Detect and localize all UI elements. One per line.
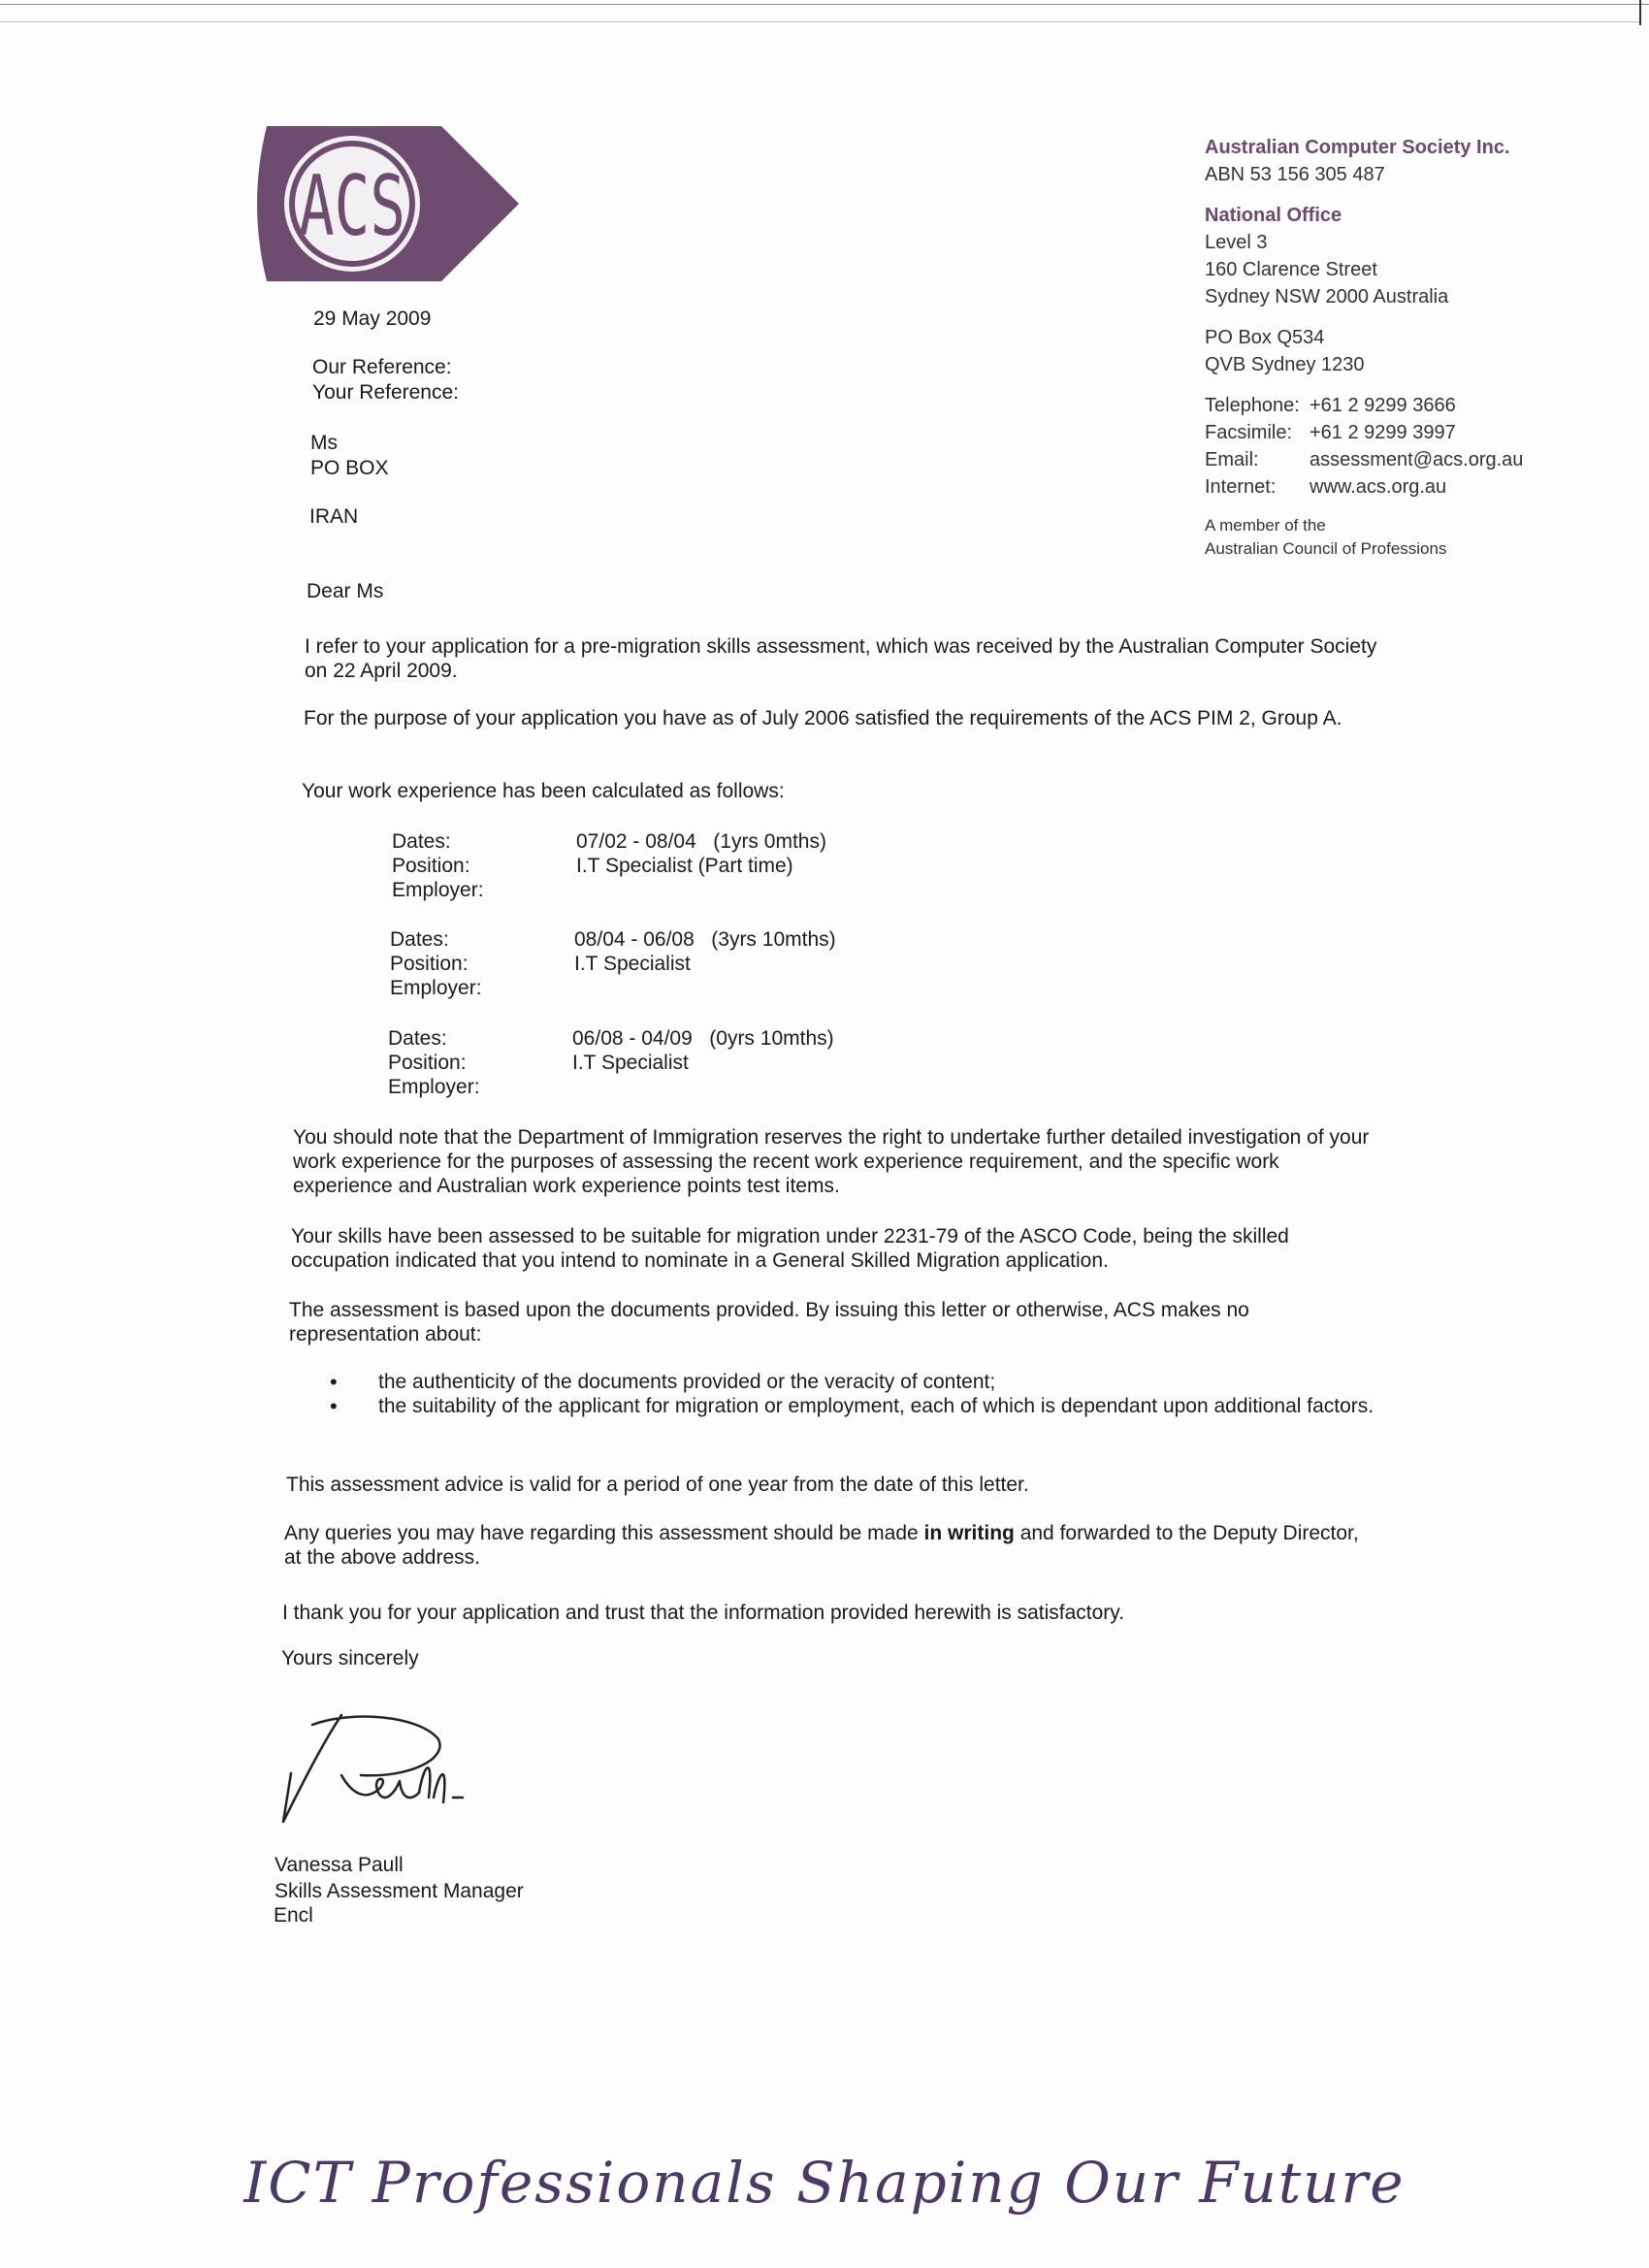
employer-label: Employer: [388, 1076, 480, 1098]
position-label: Position: [390, 953, 469, 975]
scan-top-line [0, 4, 1649, 5]
signatory-title: Skills Assessment Manager [275, 1880, 524, 1902]
position-value: I.T Specialist [572, 1052, 689, 1074]
org-name: Australian Computer Society Inc. [1205, 137, 1510, 158]
employer-label: Employer: [390, 977, 482, 999]
our-reference: Our Reference: [312, 356, 452, 378]
experience-entry [390, 927, 836, 1000]
contact-label: Facsimile: [1205, 422, 1293, 443]
website-link[interactable]: www.acs.org.au [1310, 476, 1447, 498]
your-reference: Your Reference: [312, 381, 459, 404]
position-value: I.T Specialist (Part time) [576, 855, 793, 877]
position-label: Position: [392, 855, 470, 877]
recipient-line: Ms [310, 432, 338, 454]
position-label: Position: [388, 1052, 467, 1074]
po-box-line: PO Box Q534 [1205, 327, 1325, 348]
signatory-name: Vanessa Paull [275, 1854, 404, 1876]
position-value: I.T Specialist [574, 953, 691, 975]
list-item: • the authenticity of the documents provided or the veracity of content; [330, 1370, 1377, 1394]
paragraph-queries [284, 1521, 1366, 1570]
org-address-block [1205, 134, 1612, 561]
dates-value: 06/08 - 04/09 (0yrs 10mths) [572, 1027, 834, 1050]
contact-email [1205, 446, 1612, 473]
dates-label: Dates: [390, 928, 449, 951]
scan-top-dash [0, 21, 1639, 22]
contact-label: Internet: [1205, 476, 1277, 498]
dates-value: 07/02 - 08/04 (1yrs 0mths) [576, 830, 826, 853]
paragraph-immigration-note: You should note that the Department of Immigration reserves the right to undertake further detailed investigation of your work experience for the purposes of assessing the recent work experience requirement, and the specific work experience and Australian work experience points test items. [293, 1126, 1370, 1197]
dates-label: Dates: [388, 1027, 447, 1050]
enclosure: Encl [274, 1904, 313, 1927]
list-item: • the suitability of the applicant for migration or employment, each of which is dependant upon additional factors. [330, 1394, 1377, 1418]
acs-logo [247, 126, 519, 301]
contact-label: Email: [1205, 449, 1259, 470]
representation-list [330, 1370, 1377, 1418]
dates-label: Dates: [392, 830, 451, 853]
address-line: Level 3 [1205, 232, 1268, 253]
org-abn: ABN 53 156 305 487 [1205, 164, 1385, 185]
paragraph-thanks: I thank you for your application and trust that the information provided herewith is satisfactory. [282, 1602, 1125, 1624]
recipient-line: IRAN [309, 505, 359, 528]
office-title: National Office [1205, 205, 1342, 226]
contact-telephone [1205, 392, 1612, 419]
membership-note [1205, 514, 1612, 561]
membership-line: A member of the [1205, 516, 1326, 535]
handwritten-signature [274, 1705, 477, 1831]
experience-entry [392, 829, 826, 902]
closing: Yours sincerely [281, 1647, 419, 1669]
paragraph-requirements: For the purpose of your application you have as of July 2006 satisfied the requirements of the ACS PIM 2, Group A. [304, 707, 1342, 729]
address-line: Sydney NSW 2000 Australia [1205, 286, 1449, 308]
paragraph-work-experience-intro: Your work experience has been calculated as follows: [302, 780, 785, 802]
recipient-line: PO BOX [310, 457, 389, 479]
po-box-line: QVB Sydney 1230 [1205, 354, 1365, 375]
footer-tagline: ICT Professionals Shaping Our Future [243, 2150, 1406, 2216]
paragraph-assessment-basis: The assessment is based upon the documents provided. By issuing this letter or otherwise, ACS makes no representation about: [289, 1299, 1249, 1345]
queries-emphasis: in writing [923, 1522, 1015, 1544]
contact-facsimile [1205, 419, 1612, 446]
dates-value: 08/04 - 06/08 (3yrs 10mths) [574, 928, 836, 951]
address-line: 160 Clarence Street [1205, 259, 1377, 280]
salutation: Dear Ms [307, 580, 384, 602]
contact-value: +61 2 9299 3997 [1310, 422, 1456, 443]
paragraph-skills-assessed: Your skills have been assessed to be suitable for migration under 2231-79 of the ASCO Code, being the skilled occupation indicated that you intend to nominate in a General Skilled Migration application. [291, 1225, 1289, 1272]
membership-line: Australian Council of Professions [1205, 539, 1447, 558]
experience-entry [388, 1026, 834, 1099]
scan-right-edge [1639, 0, 1641, 25]
logo-text: ACS [299, 158, 405, 255]
queries-text: and forwarded to the Deputy Director, at the above address. [284, 1522, 1359, 1569]
contact-value: +61 2 9299 3666 [1310, 395, 1456, 416]
queries-text: Any queries you may have regarding this assessment should be made [284, 1522, 924, 1544]
paragraph-validity: This assessment advice is valid for a period of one year from the date of this letter. [286, 1474, 1029, 1496]
contact-label: Telephone: [1205, 395, 1300, 416]
paragraph-application-received: I refer to your application for a pre-migration skills assessment, which was received by the Australian Computer Society on 22 April 2009. [305, 635, 1377, 682]
letter-date: 29 May 2009 [313, 308, 432, 330]
email-link[interactable]: assessment@acs.org.au [1310, 449, 1524, 470]
employer-label: Employer: [392, 879, 484, 901]
contact-internet [1205, 473, 1612, 501]
